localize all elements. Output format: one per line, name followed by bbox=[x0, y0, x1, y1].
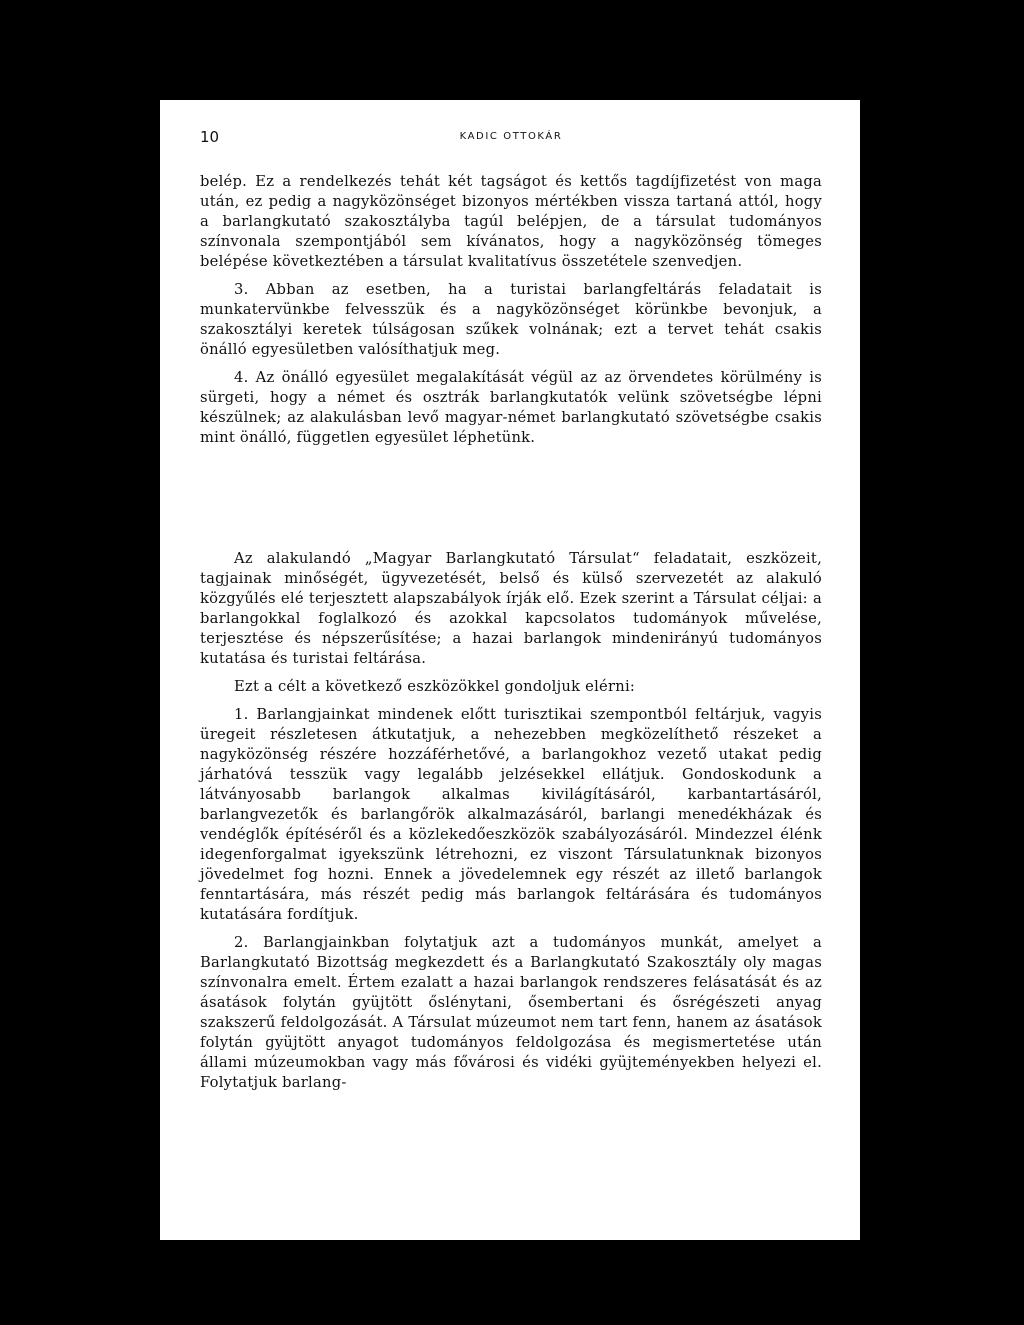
page-number: 10 bbox=[200, 128, 220, 146]
paragraph-item-2: 2. Barlangjainkban folytatjuk azt a tudományos munkát, amelyet a Barlangkutató Bizottság megkezdett és a Barlangkutató Szakosztály oly magas színvonalra emelt. Értem ezalatt a hazai barlangok rendszeres felásatását és az ásatások folytán gyüjtött őslénytani, ősembertani és ősrégészeti anyag szakszerű feldolgozását. A Társulat múzeumot nem tart fenn, hanem az ásatások folytán gyüjtött anyagot tudományos feldolgozása és megismertetése után állami múzeumokban vagy más fővárosi és vidéki gyüjteményekben helyezi el. Folytatjuk barlang- bbox=[200, 934, 822, 1091]
page-header bbox=[200, 128, 822, 152]
paragraph-point-3: 3. Abban az esetben, ha a turistai barlangfeltárás feladatait is munkatervünkbe felvesszük és a nagyközönséget körünkbe bevonjuk, a szakosztályi keretek túlságosan szűkek volnának; ezt a tervet tehát csakis önálló egyesületben valósíthatjuk meg. bbox=[200, 281, 822, 358]
text-block-bottom bbox=[200, 549, 822, 1093]
paragraph-means: Ezt a célt a következő eszközökkel gondoljuk elérni: bbox=[234, 678, 636, 695]
text-block-top bbox=[200, 172, 822, 448]
paragraph-continuation: belép. Ez a rendelkezés tehát két tagságot és kettős tagdíjfizetést von maga után, ez pedig a nagyközönséget bizonyos mértékben vissza tartaná attól, hogy a barlangkutató szakosztályba tagúl belépjen, de a társulat tudományos színvonala szempontjából sem kívánatos, hogy a nagyközönség tömeges belépése következtében a társulat kvalitatívus összetétele szenvedjen. bbox=[200, 173, 822, 270]
paragraph-intro: Az alakulandó „Magyar Barlangkutató Társulat“ feladatait, eszközeit, tagjainak minőségét, ügyvezetését, belső és külső szervezetét az alakuló közgyűlés elé terjesztett alapszabályok írják elő. Ezek szerint a Társulat céljai: a barlangokkal foglalkozó és azokkal kapcsolatos tudományok művelése, terjesztése és népszerűsítése; a hazai barlangok mindenirányú tudományos kutatása és turistai feltárása. bbox=[200, 550, 822, 667]
running-head: KADIC OTTOKÁR bbox=[459, 131, 563, 142]
paragraph-point-4: 4. Az önálló egyesület megalakítását végül az az örvendetes körülmény is sürgeti, hogy a német és osztrák barlangkutatók velünk szövetségbe lépni készülnek; az alakulásban levő magyar-német barlangkutató szövetségbe csakis mint önálló, független egyesület léphetünk. bbox=[200, 369, 822, 446]
paragraph-item-1: 1. Barlangjainkat mindenek előtt turisztikai szempontból feltárjuk, vagyis üregeit részletesen átkutatjuk, a nehezebben megközelíthető részeket a nagyközönség részére hozzáférhetővé, a barlangokhoz vezető utakat pedig járhatóvá tesszük vagy legalább jelzésekkel ellátjuk. Gondoskodunk a látványosabb barlangok alkalmas kivilágításáról, karbantartásáról, barlangvezetők és barlangőrök alkalmazásáról, barlangi menedékházak és vendéglők építéséről és a közlekedőeszközök szabályozásáról. Mindezzel élénk idegenforgalmat igyekszünk létrehozni, ez viszont Társulatunknak bizonyos jövedelmet fog hozni. Ennek a jövedelemnek egy részét az illető barlangok fenntartására, más részét pedig más barlangok feltárására és tudományos kutatására fordítjuk. bbox=[200, 706, 822, 923]
